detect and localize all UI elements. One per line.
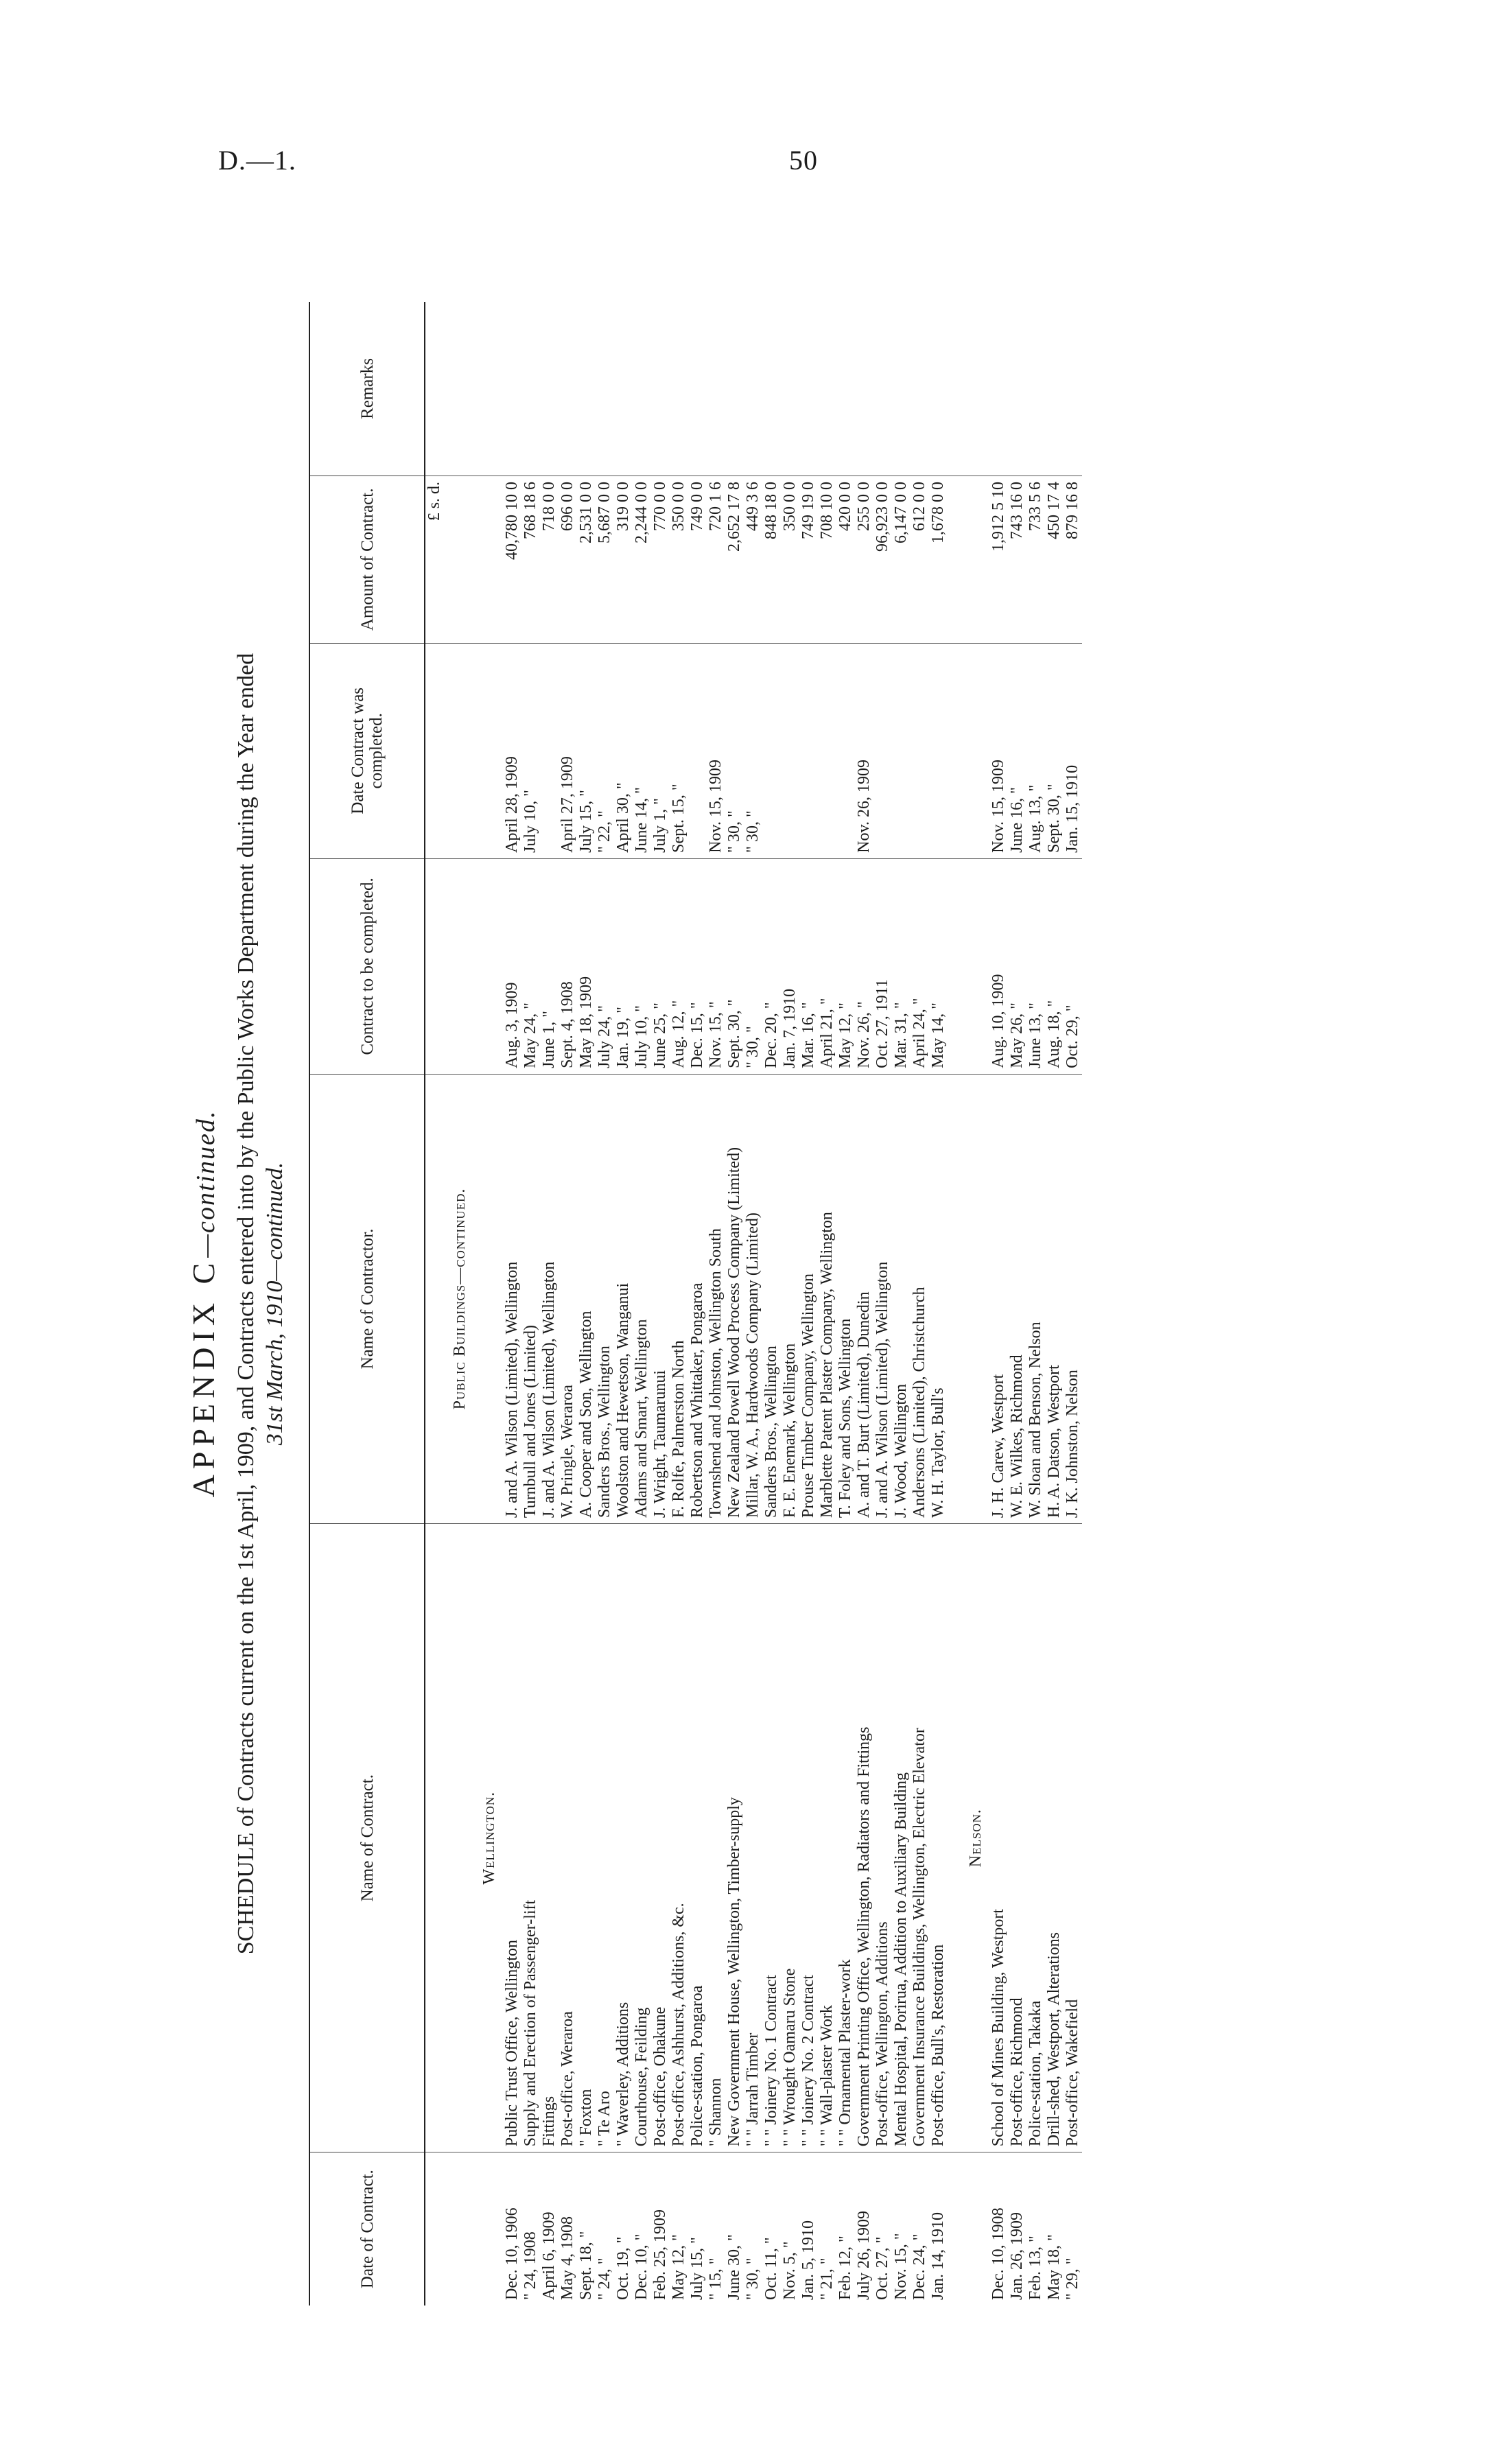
date-cell: April 6, 1909	[540, 2211, 558, 2300]
contract-cell: " " Jarrah Timber	[744, 1524, 762, 2152]
amount-cell: 2,244 0 0	[633, 476, 651, 643]
table-row	[1045, 302, 1064, 2305]
completed-date-cell	[836, 643, 855, 858]
remarks-cell	[614, 302, 633, 476]
appendix-continued: —continued.	[191, 1110, 220, 1258]
remarks-cell	[559, 302, 577, 476]
contractor-cell: W. Pringle, Weraroa	[559, 1074, 577, 1523]
remarks-cell	[892, 302, 911, 476]
table-row	[707, 302, 725, 2305]
date-cell: Feb. 12, "	[836, 2236, 854, 2300]
due-date-cell: May 26, "	[1008, 858, 1026, 1074]
due-date-cell: June 25, "	[651, 858, 670, 1074]
group-heading-row	[473, 302, 503, 2305]
table-row	[989, 302, 1008, 2305]
col-amount: Amount of Contract.	[309, 476, 425, 643]
amount-cell: 720 1 6	[707, 476, 725, 643]
amount-cell: 40,780 10 0	[503, 476, 521, 643]
contract-cell: " " Joinery No. 2 Contract	[799, 1524, 818, 2152]
table-row	[521, 302, 540, 2305]
contractor-cell: Sanders Bros., Wellington	[762, 1074, 781, 1523]
contractor-cell: T. Foley and Sons, Wellington	[836, 1074, 855, 1523]
completed-date-cell	[892, 643, 911, 858]
remarks-cell	[762, 302, 781, 476]
contractor-cell: W. Sloan and Benson, Nelson	[1026, 1074, 1045, 1523]
amount-cell: 749 0 0	[688, 476, 707, 643]
date-cell: " 29, "	[1064, 2257, 1081, 2300]
date-cell: Jan. 5, 1910	[799, 2220, 817, 2300]
completed-date-cell: April 28, 1909	[503, 643, 521, 858]
contractor-cell: Adams and Smart, Wellington	[633, 1074, 651, 1523]
contract-cell: Courthouse, Feilding	[633, 1524, 651, 2152]
completed-date-cell: Sept. 30, "	[1045, 643, 1064, 858]
date-cell: Oct. 27, "	[873, 2236, 891, 2300]
date-cell: May 12, "	[670, 2234, 688, 2300]
contract-cell: " Shannon	[707, 1524, 725, 2152]
remarks-cell	[818, 302, 836, 476]
due-date-cell: " 30, "	[744, 858, 762, 1074]
date-cell: Dec. 10, "	[633, 2233, 650, 2300]
amount-units: £ s. d.	[425, 476, 444, 643]
contract-cell: Post-office, Richmond	[1008, 1524, 1026, 2152]
remarks-cell	[873, 302, 892, 476]
amount-cell: 2,652 17 8	[725, 476, 744, 643]
due-date-cell: Aug. 12, "	[670, 858, 688, 1074]
contractor-cell: Prouse Timber Company, Wellington	[799, 1074, 818, 1523]
contract-cell: " " Wrought Oamaru Stone	[781, 1524, 799, 2152]
completed-date-cell: April 27, 1909	[559, 643, 577, 858]
table-row	[670, 302, 688, 2305]
amount-cell: 749 19 0	[799, 476, 818, 643]
date-cell: " 21, "	[818, 2257, 836, 2300]
col-date: Date of Contract.	[309, 2152, 425, 2305]
date-cell: Oct. 19, "	[614, 2236, 632, 2300]
amount-cell: 420 0 0	[836, 476, 855, 643]
table-row	[725, 302, 744, 2305]
due-date-cell: Oct. 29, "	[1064, 858, 1082, 1074]
completed-date-cell	[762, 643, 781, 858]
contract-cell: Police-station, Pongaroa	[688, 1524, 707, 2152]
completed-date-cell: July 1, "	[651, 643, 670, 858]
section-heading-row	[444, 302, 473, 2305]
due-date-cell: Mar. 16, "	[799, 858, 818, 1074]
col-completed: Date Contract was completed.	[309, 643, 425, 858]
table-row	[762, 302, 781, 2305]
contractor-cell: Robertson and Whittaker, Pongaroa	[688, 1074, 707, 1523]
due-date-cell: July 10, "	[633, 858, 651, 1074]
remarks-cell	[725, 302, 744, 476]
contractor-cell: Turnbull and Jones (Limited)	[521, 1074, 540, 1523]
due-date-cell: Nov. 26, "	[855, 858, 873, 1074]
group-heading: Nelson.	[960, 1524, 989, 2152]
date-cell: July 26, 1909	[855, 2210, 873, 2300]
contract-cell: " " Joinery No. 1 Contract	[762, 1524, 781, 2152]
contract-cell: " " Ornamental Plaster-work	[836, 1524, 855, 2152]
remarks-cell	[1008, 302, 1026, 476]
amount-cell: 5,687 0 0	[596, 476, 614, 643]
date-cell: May 4, 1908	[559, 2216, 576, 2300]
remarks-cell	[577, 302, 596, 476]
contract-cell: " Waverley, Additions	[614, 1524, 633, 2152]
remarks-cell	[744, 302, 762, 476]
completed-date-cell	[799, 643, 818, 858]
amount-cell: 848 18 0	[762, 476, 781, 643]
completed-date-cell: April 30, "	[614, 643, 633, 858]
remarks-cell	[596, 302, 614, 476]
table-row	[596, 302, 614, 2305]
remarks-cell	[707, 302, 725, 476]
due-date-cell: Aug. 3, 1909	[503, 858, 521, 1074]
remarks-cell	[633, 302, 651, 476]
contractor-cell: A. and T. Burt (Limited), Dunedin	[855, 1074, 873, 1523]
remarks-cell	[781, 302, 799, 476]
date-cell: Sept. 18, "	[577, 2231, 595, 2300]
contractor-cell: W. H. Taylor, Bull's	[929, 1074, 948, 1523]
date-cell: " 24, "	[596, 2257, 613, 2300]
contract-cell: Public Trust Office, Wellington	[503, 1524, 521, 2152]
amount-cell: 1,912 5 10	[989, 476, 1008, 643]
due-date-cell: Sept. 4, 1908	[559, 858, 577, 1074]
amount-cell: 2,531 0 0	[577, 476, 596, 643]
col-contractor: Name of Contractor.	[309, 1074, 425, 1523]
contract-cell: Government Printing Office, Wellington, Radiators and Fittings	[855, 1524, 873, 2152]
table-row	[614, 302, 633, 2305]
due-date-cell: April 21, "	[818, 858, 836, 1074]
contract-cell: Post-office, Bull's, Restoration	[929, 1524, 948, 2152]
contract-cell: Post-office, Ashhurst, Additions, &c.	[670, 1524, 688, 2152]
contract-cell: New Government House, Wellington, Timber-supply	[725, 1524, 744, 2152]
contractor-cell: Sanders Bros., Wellington	[596, 1074, 614, 1523]
contract-cell: Post-office, Wellington, Additions	[873, 1524, 892, 2152]
due-date-cell: June 1, "	[540, 858, 559, 1074]
units-row	[425, 302, 444, 2305]
contractor-cell: Millar, W. A., Hardwoods Company (Limited)	[744, 1074, 762, 1523]
remarks-cell	[651, 302, 670, 476]
contract-cell: Police-station, Takaka	[1026, 1524, 1045, 2152]
amount-cell: 743 16 0	[1008, 476, 1026, 643]
table-row	[503, 302, 521, 2305]
completed-date-cell: Nov. 26, 1909	[855, 643, 873, 858]
completed-date-cell: July 10, "	[521, 643, 540, 858]
schedule-title: SCHEDULE of Contracts current on the 1st April, 1909, and Contracts entered into by the Public Works Department during the Year ended	[233, 653, 259, 1955]
table-row	[911, 302, 929, 2305]
amount-cell: 733 5 6	[1026, 476, 1045, 643]
table-row	[559, 302, 577, 2305]
due-date-cell: Oct. 27, 1911	[873, 858, 892, 1074]
completed-date-cell: June 16, "	[1008, 643, 1026, 858]
date-cell: May 18, "	[1045, 2234, 1063, 2300]
contract-cell: " Foxton	[577, 1524, 596, 2152]
contractor-cell: Andersons (Limited), Christchurch	[911, 1074, 929, 1523]
completed-date-cell: July 15, "	[577, 643, 596, 858]
remarks-cell	[1045, 302, 1064, 476]
contractor-cell: A. Cooper and Son, Wellington	[577, 1074, 596, 1523]
col-contract: Name of Contract.	[309, 1524, 425, 2152]
appendix-label: APPENDIX C	[186, 1257, 221, 1498]
completed-date-cell: " 22, "	[596, 643, 614, 858]
contractor-cell: J. and A. Wilson (Limited), Wellington	[503, 1074, 521, 1523]
due-date-cell: May 12, "	[836, 858, 855, 1074]
table-row	[836, 302, 855, 2305]
completed-date-cell	[929, 643, 948, 858]
amount-cell: 255 0 0	[855, 476, 873, 643]
remarks-cell	[989, 302, 1008, 476]
table-row	[1008, 302, 1026, 2305]
date-cell: Nov. 15, "	[892, 2233, 910, 2300]
completed-date-cell	[911, 643, 929, 858]
date-cell: Feb. 25, 1909	[651, 2209, 669, 2300]
remarks-cell	[929, 302, 948, 476]
contract-cell: Supply and Erection of Passenger-lift	[521, 1524, 540, 2152]
due-date-cell: Dec. 20, "	[762, 858, 781, 1074]
contract-cell: Mental Hospital, Porirua, Addition to Auxiliary Building	[892, 1524, 911, 2152]
amount-cell: 6,147 0 0	[892, 476, 911, 643]
date-cell: Jan. 26, 1909	[1008, 2212, 1026, 2300]
contractor-cell: J. H. Carew, Westport	[989, 1074, 1008, 1523]
table-row	[892, 302, 911, 2305]
contract-cell: " Te Aro	[596, 1524, 614, 2152]
contract-cell: Post-office, Weraroa	[559, 1524, 577, 2152]
contractor-cell: Marblette Patent Plaster Company, Wellington	[818, 1074, 836, 1523]
amount-cell: 612 0 0	[911, 476, 929, 643]
remarks-cell	[670, 302, 688, 476]
table-row	[855, 302, 873, 2305]
contractor-cell: J. K. Johnston, Nelson	[1064, 1074, 1082, 1523]
amount-cell: 879 16 8	[1064, 476, 1082, 643]
amount-cell: 449 3 6	[744, 476, 762, 643]
remarks-cell	[836, 302, 855, 476]
contractor-cell: New Zealand Powell Wood Process Company (Limited)	[725, 1074, 744, 1523]
due-date-cell: June 13, "	[1026, 858, 1045, 1074]
table-row	[633, 302, 651, 2305]
completed-date-cell: Jan. 15, 1910	[1064, 643, 1082, 858]
table-row	[744, 302, 762, 2305]
completed-date-cell: Nov. 15, 1909	[707, 643, 725, 858]
date-cell: " 15, "	[707, 2257, 725, 2300]
contract-cell: Drill-shed, Westport, Alterations	[1045, 1524, 1064, 2152]
contractor-cell: J. and A. Wilson (Limited), Wellington	[873, 1074, 892, 1523]
due-date-cell: July 24, "	[596, 858, 614, 1074]
date-cell: Dec. 10, 1908	[989, 2207, 1007, 2300]
remarks-cell	[521, 302, 540, 476]
table-row	[577, 302, 596, 2305]
amount-cell: 768 18 6	[521, 476, 540, 643]
table-row	[1064, 302, 1082, 2305]
header-row	[309, 302, 425, 2305]
group-heading: Wellington.	[473, 1524, 503, 2152]
due-date-cell: Dec. 15, "	[688, 858, 707, 1074]
contractor-cell: H. A. Datson, Westport	[1045, 1074, 1064, 1523]
table-row	[818, 302, 836, 2305]
table-row	[929, 302, 948, 2305]
amount-cell: 696 0 0	[559, 476, 577, 643]
schedule-title-continued: 31st March, 1910—continued.	[262, 1162, 287, 1446]
contractor-cell: W. E. Wilkes, Richmond	[1008, 1074, 1026, 1523]
remarks-cell	[1064, 302, 1082, 476]
contract-cell: Post-office, Wakefield	[1064, 1524, 1082, 2152]
remarks-cell	[855, 302, 873, 476]
contractor-cell: J. Wood, Wellington	[892, 1074, 911, 1523]
page-reference: D.—1.	[218, 145, 296, 176]
contractor-cell: Woolston and Hewetson, Wanganui	[614, 1074, 633, 1523]
table-row	[873, 302, 892, 2305]
date-cell: July 15, "	[688, 2237, 706, 2300]
due-date-cell: Jan. 19, "	[614, 858, 633, 1074]
amount-cell: 718 0 0	[540, 476, 559, 643]
table-row	[799, 302, 818, 2305]
table-row	[651, 302, 670, 2305]
completed-date-cell	[781, 643, 799, 858]
remarks-cell	[799, 302, 818, 476]
remarks-cell	[540, 302, 559, 476]
completed-date-cell: Nov. 15, 1909	[989, 643, 1008, 858]
table-row	[688, 302, 707, 2305]
contractor-cell: J. Wright, Taumarunui	[651, 1074, 670, 1523]
table-row	[540, 302, 559, 2305]
completed-date-cell	[818, 643, 836, 858]
due-date-cell: May 24, "	[521, 858, 540, 1074]
page-number: 50	[789, 145, 818, 176]
completed-date-cell: " 30, "	[725, 643, 744, 858]
col-remarks: Remarks	[309, 302, 425, 476]
due-date-cell: May 18, 1909	[577, 858, 596, 1074]
remarks-cell	[1026, 302, 1045, 476]
amount-cell: 770 0 0	[651, 476, 670, 643]
due-date-cell: Aug. 10, 1909	[989, 858, 1008, 1074]
amount-cell: 96,923 0 0	[873, 476, 892, 643]
table-row	[781, 302, 799, 2305]
completed-date-cell	[873, 643, 892, 858]
appendix-title	[185, 274, 222, 2333]
amount-cell: 708 10 0	[818, 476, 836, 643]
completed-date-cell: June 14, "	[633, 643, 651, 858]
date-cell: Dec. 10, 1906	[503, 2207, 521, 2300]
completed-date-cell: " 30, "	[744, 643, 762, 858]
date-cell: Nov. 5, "	[781, 2241, 799, 2300]
completed-date-cell	[540, 643, 559, 858]
amount-cell: 350 0 0	[670, 476, 688, 643]
contract-cell: School of Mines Building, Westport	[989, 1524, 1008, 2152]
contractor-cell: F. E. Enemark, Wellington	[781, 1074, 799, 1523]
contracts-table	[309, 302, 1082, 2305]
date-cell: " 30, "	[744, 2257, 762, 2300]
contract-cell: Post-office, Ohakune	[651, 1524, 670, 2152]
remarks-cell	[503, 302, 521, 476]
spacer-row	[948, 302, 960, 2305]
col-due: Contract to be completed.	[309, 858, 425, 1074]
section-heading: Public Buildings—continued.	[444, 1074, 473, 1523]
contract-cell: Fittings	[540, 1524, 559, 2152]
date-cell: Feb. 13, "	[1026, 2236, 1044, 2300]
remarks-cell	[911, 302, 929, 476]
completed-date-cell: Sept. 15, "	[670, 643, 688, 858]
completed-date-cell	[688, 643, 707, 858]
group-heading-row	[960, 302, 989, 2305]
due-date-cell: Sept. 30, "	[725, 858, 744, 1074]
date-cell: Jan. 14, 1910	[929, 2212, 947, 2300]
due-date-cell: Jan. 7, 1910	[781, 858, 799, 1074]
amount-cell: 1,678 0 0	[929, 476, 948, 643]
amount-cell: 350 0 0	[781, 476, 799, 643]
due-date-cell: May 14, "	[929, 858, 948, 1074]
due-date-cell: Mar. 31, "	[892, 858, 911, 1074]
date-cell: Dec. 24, "	[911, 2233, 928, 2300]
contract-cell: Government Insurance Buildings, Wellington, Electric Elevator	[911, 1524, 929, 2152]
table-body	[425, 302, 1082, 2305]
due-date-cell: Nov. 15, "	[707, 858, 725, 1074]
table-row	[1026, 302, 1045, 2305]
remarks-cell	[688, 302, 707, 476]
date-cell: June 30, "	[725, 2234, 743, 2300]
amount-cell: 450 17 4	[1045, 476, 1064, 643]
due-date-cell: April 24, "	[911, 858, 929, 1074]
amount-cell: 319 0 0	[614, 476, 633, 643]
contractor-cell: F. Rolfe, Palmerston North	[670, 1074, 688, 1523]
rotated-schedule	[185, 274, 1407, 2333]
contractor-cell: J. and A. Wilson (Limited), Wellington	[540, 1074, 559, 1523]
completed-date-cell: Aug. 13, "	[1026, 643, 1045, 858]
date-cell: Oct. 11, "	[762, 2237, 780, 2300]
contract-cell: " " Wall-plaster Work	[818, 1524, 836, 2152]
due-date-cell: Aug. 18, "	[1045, 858, 1064, 1074]
date-cell: " 24, 1908	[521, 2231, 539, 2300]
contractor-cell: Townshend and Johnston, Wellington South	[707, 1074, 725, 1523]
